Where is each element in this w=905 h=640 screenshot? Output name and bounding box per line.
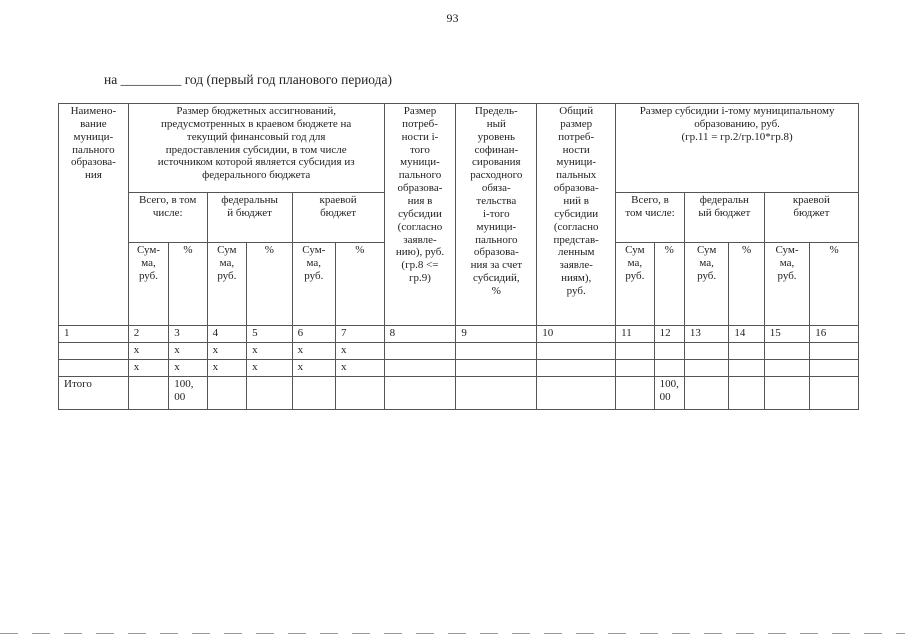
column-number: 15	[764, 326, 810, 343]
header-sum: Сум ма, руб.	[616, 243, 654, 326]
cell-empty	[729, 343, 764, 360]
cell-x: х	[292, 343, 335, 360]
cell-x: х	[128, 360, 168, 377]
column-number: 16	[810, 326, 859, 343]
column-number: 8	[384, 326, 456, 343]
header-subsidy-size: Размер субсидии i-тому муниципальному образованию, руб. (гр.11 = гр.2/гр.10*гр.8)	[616, 104, 859, 193]
header-percent: %	[810, 243, 859, 326]
total-label: Итого	[59, 377, 129, 410]
subsidy-table	[58, 103, 859, 410]
cell-x: х	[169, 343, 207, 360]
column-number: 10	[537, 326, 616, 343]
cell-empty	[616, 360, 654, 377]
cell-empty	[59, 360, 129, 377]
header-regional-budget-right: краевой бюджет	[764, 193, 858, 243]
cell-x: х	[207, 343, 246, 360]
cell-empty	[59, 343, 129, 360]
cell-empty	[810, 377, 859, 410]
cell-empty	[384, 377, 456, 410]
header-federal-budget-right: федеральн ый бюджет	[684, 193, 764, 243]
cell-x: х	[247, 343, 293, 360]
cell-empty	[764, 360, 810, 377]
header-budget-assignments: Размер бюджетных ассигнований, предусмотренных в краевом бюджете на текущий финансовый год для предоставления субсидии, в том числе источником которой является субсидия из федерального бюджета	[128, 104, 384, 193]
cell-empty	[684, 360, 728, 377]
cell-empty	[456, 377, 537, 410]
header-municipality: Наимено- вание муници- пального образова- ния	[59, 104, 129, 326]
column-number: 6	[292, 326, 335, 343]
header-percent: %	[169, 243, 207, 326]
scan-edge-line	[0, 633, 905, 634]
header-sum: Сум- ма, руб.	[292, 243, 335, 326]
cell-x: х	[247, 360, 293, 377]
header-percent: %	[336, 243, 385, 326]
header-percent: %	[654, 243, 684, 326]
cell-empty	[247, 377, 293, 410]
table-heading: на _________ год (первый год планового периода)	[104, 72, 393, 87]
column-number: 11	[616, 326, 654, 343]
cell-empty	[654, 343, 684, 360]
cell-empty	[764, 377, 810, 410]
cell-empty	[537, 377, 616, 410]
header-percent: %	[247, 243, 293, 326]
cell-empty	[292, 377, 335, 410]
header-sum: Сум- ма, руб.	[128, 243, 168, 326]
cell-empty	[810, 343, 859, 360]
cell-empty	[764, 343, 810, 360]
column-number: 7	[336, 326, 385, 343]
column-number-row	[59, 326, 859, 343]
cell-empty	[456, 343, 537, 360]
cell-empty	[456, 360, 537, 377]
cell-empty	[537, 343, 616, 360]
cell-empty	[384, 343, 456, 360]
header-percent: %	[729, 243, 764, 326]
header-sum: Сум ма, руб.	[207, 243, 246, 326]
header-sum: Сум ма, руб.	[684, 243, 728, 326]
cell-empty	[616, 377, 654, 410]
cell-empty	[684, 343, 728, 360]
cell-x: х	[292, 360, 335, 377]
cell-empty	[616, 343, 654, 360]
cell-x: х	[207, 360, 246, 377]
cell-empty	[729, 377, 764, 410]
column-number: 5	[247, 326, 293, 343]
header-sum: Сум- ма, руб.	[764, 243, 810, 326]
column-number: 1	[59, 326, 129, 343]
column-number: 4	[207, 326, 246, 343]
header-total-including-right: Всего, в том числе:	[616, 193, 685, 243]
header-total-need: Общий размер потреб- ности муници- пальных образова- ний в субсидии (согласно представ- ленным заявле- ниям), руб.	[537, 104, 616, 326]
cell-empty	[654, 360, 684, 377]
cell-empty	[336, 377, 385, 410]
column-number: 13	[684, 326, 728, 343]
cell-empty	[810, 360, 859, 377]
cell-empty	[684, 377, 728, 410]
total-percent: 100, 00	[169, 377, 207, 410]
column-number: 2	[128, 326, 168, 343]
header-regional-budget: краевой бюджет	[292, 193, 384, 243]
table-row	[59, 343, 859, 360]
header-federal-budget: федеральны й бюджет	[207, 193, 292, 243]
total-row	[59, 377, 859, 410]
header-total-including: Всего, в том числе:	[128, 193, 207, 243]
table-row	[59, 360, 859, 377]
cell-x: х	[169, 360, 207, 377]
column-number: 12	[654, 326, 684, 343]
column-number: 14	[729, 326, 764, 343]
page-number: 93	[446, 11, 459, 25]
cell-x: х	[336, 360, 385, 377]
column-number: 3	[169, 326, 207, 343]
cell-empty	[384, 360, 456, 377]
cell-x: х	[336, 343, 385, 360]
cell-empty	[128, 377, 168, 410]
header-limit-level: Предель- ный уровень софинан- сирования расходного обяза- тельства i-того муници- пального образова- ния за счет субсидий, %	[456, 104, 537, 326]
header-need: Размер потреб- ности i- того муници- пального образова- ния в субсидии (согласно заявле- нию), руб. (гр.8 <= гр.9)	[384, 104, 456, 326]
total-percent: 100, 00	[654, 377, 684, 410]
cell-empty	[537, 360, 616, 377]
column-number: 9	[456, 326, 537, 343]
cell-x: х	[128, 343, 168, 360]
cell-empty	[729, 360, 764, 377]
cell-empty	[207, 377, 246, 410]
